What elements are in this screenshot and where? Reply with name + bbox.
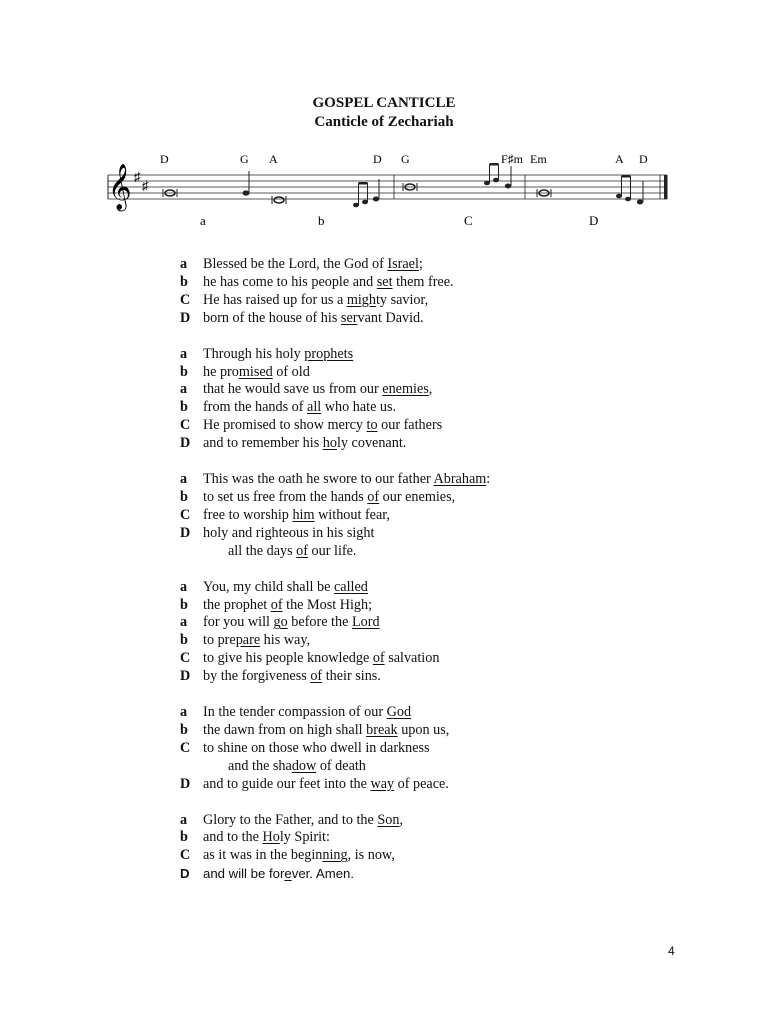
verse-line: D born of the house of his servant David. bbox=[180, 309, 424, 326]
verse-key: b bbox=[180, 488, 188, 505]
verse-line: a Through his holy prophets bbox=[180, 345, 354, 362]
stressed-syllable: of bbox=[270, 596, 283, 613]
stressed-syllable: of bbox=[372, 650, 385, 667]
stressed-syllable: prophets bbox=[304, 345, 354, 362]
verse-key: D bbox=[180, 435, 191, 452]
page-title: GOSPEL CANTICLE bbox=[312, 95, 456, 111]
verse-line: b he promised of old bbox=[180, 363, 310, 380]
stressed-syllable: set bbox=[376, 273, 393, 290]
sharp-icon: ♯ bbox=[134, 169, 141, 184]
stanza bbox=[180, 812, 700, 884]
chord-symbol: D bbox=[373, 152, 382, 166]
verse-line: a In the tender compassion of our God bbox=[180, 704, 412, 721]
verse-line: b the dawn from on high shall break upon us, bbox=[180, 721, 450, 738]
verse-key: C bbox=[180, 417, 191, 434]
stressed-syllable: ser bbox=[340, 309, 358, 326]
stressed-syllable: called bbox=[333, 578, 368, 595]
chord-symbol: G bbox=[240, 152, 249, 166]
verse-key: C bbox=[180, 650, 191, 667]
verse-key: C bbox=[180, 291, 191, 308]
stressed-syllable: Israel bbox=[387, 256, 419, 272]
canticle-verses bbox=[180, 256, 700, 901]
treble-clef-icon: 𝄞 bbox=[108, 164, 132, 209]
verse-line: a for you will go before the Lord bbox=[180, 614, 380, 631]
verse-key: a bbox=[180, 704, 188, 721]
stressed-syllable: to bbox=[366, 417, 378, 434]
verse-line: b he has come to his people and set them free. bbox=[180, 273, 454, 290]
stressed-syllable: enemies bbox=[382, 381, 429, 398]
verse-key: D bbox=[180, 309, 191, 326]
verse-key: D bbox=[180, 775, 191, 792]
page-subtitle: Canticle of Zechariah bbox=[314, 114, 454, 130]
verse-key: b bbox=[180, 399, 188, 416]
verse-line: D and to guide our feet into the way of peace. bbox=[180, 775, 449, 792]
stanza bbox=[180, 579, 700, 686]
verse-line: a Glory to the Father, and to the Son, bbox=[180, 811, 403, 828]
eighth-notes-icon bbox=[484, 163, 511, 189]
verse-line: D and will be forever. Amen. bbox=[180, 866, 355, 882]
stressed-syllable: Abraham bbox=[433, 471, 487, 488]
stressed-syllable: of bbox=[310, 668, 323, 685]
verse-key: a bbox=[180, 381, 188, 398]
verse-line: D and to remember his holy covenant. bbox=[180, 435, 407, 452]
verse-line: b the prophet of the Most High; bbox=[180, 596, 373, 613]
section-label: D bbox=[589, 213, 599, 228]
stanza bbox=[180, 471, 700, 561]
stressed-syllable: pare bbox=[235, 632, 261, 649]
stressed-syllable: ho bbox=[322, 435, 337, 452]
verse-line: a You, my child shall be called bbox=[180, 578, 368, 595]
verse-line: C He has raised up for us a mighty savior, bbox=[180, 291, 429, 308]
stressed-syllable: God bbox=[386, 704, 412, 721]
sharp-icon: ♯ bbox=[142, 178, 149, 193]
chord-symbol: F♯m bbox=[501, 152, 524, 166]
stressed-syllable: go bbox=[273, 614, 288, 631]
verse-line: b to prepare his way, bbox=[180, 632, 311, 649]
verse-key: b bbox=[180, 273, 188, 290]
stanza bbox=[180, 256, 700, 328]
stressed-syllable: way bbox=[370, 775, 395, 792]
verse-line: a that he would save us from our enemies, bbox=[180, 381, 433, 398]
page-number: 4 bbox=[668, 944, 675, 958]
verse-line: b from the hands of all who hate us. bbox=[180, 399, 397, 416]
stressed-syllable: break bbox=[366, 721, 398, 738]
verse-key: a bbox=[180, 811, 188, 828]
stressed-syllable: ning bbox=[322, 847, 348, 864]
verse-line: C to give his people knowledge of salvation bbox=[180, 650, 440, 667]
stressed-syllable: e bbox=[284, 866, 292, 882]
chord-symbol: G bbox=[401, 152, 410, 166]
verse-key: a bbox=[180, 471, 188, 488]
verse-key: b bbox=[180, 721, 188, 738]
verse-key: D bbox=[180, 866, 190, 882]
breve-note-icon bbox=[272, 196, 286, 204]
verse-line: a This was the oath he swore to our father Abraham: bbox=[180, 471, 491, 488]
verse-key: b bbox=[180, 363, 188, 380]
verse-key: C bbox=[180, 506, 191, 523]
verse-line: D holy and righteous in his sight bbox=[180, 524, 375, 541]
stressed-syllable: him bbox=[292, 506, 315, 523]
verse-key: a bbox=[180, 345, 188, 362]
verse-line: b to set us free from the hands of our enemies, bbox=[180, 488, 456, 505]
verse-line: C to shine on those who dwell in darkness bbox=[180, 739, 430, 756]
stressed-syllable: mised bbox=[238, 363, 273, 380]
verse-key: D bbox=[180, 668, 191, 685]
stressed-syllable: Ho bbox=[262, 829, 280, 846]
chord-symbol: Em bbox=[530, 152, 547, 166]
verse-key: a bbox=[180, 578, 188, 595]
stressed-syllable: Son bbox=[377, 811, 400, 828]
verse-key: C bbox=[180, 847, 191, 864]
stressed-syllable: of bbox=[367, 488, 380, 505]
verse-key: b bbox=[180, 829, 188, 846]
verse-key: a bbox=[180, 256, 188, 272]
stressed-syllable: all bbox=[307, 399, 322, 416]
eighth-notes-icon bbox=[616, 175, 643, 205]
verse-line: D by the forgiveness of their sins. bbox=[180, 668, 381, 685]
section-label: a bbox=[200, 213, 206, 228]
stanza bbox=[180, 346, 700, 453]
verse-line: C as it was in the beginning, is now, bbox=[180, 847, 395, 864]
verse-key: b bbox=[180, 632, 188, 649]
verse-line: all the days of our life. bbox=[228, 542, 357, 559]
verse-line: and the shadow of death bbox=[228, 757, 366, 774]
verse-key: b bbox=[180, 596, 188, 613]
stressed-syllable: Lord bbox=[351, 614, 380, 631]
verse-line: b and to the Holy Spirit: bbox=[180, 829, 330, 846]
music-staff bbox=[100, 148, 690, 232]
verse-key: a bbox=[180, 614, 188, 631]
chord-symbol: D bbox=[639, 152, 648, 166]
verse-line: a Blessed be the Lord, the God of Israel; bbox=[180, 256, 423, 272]
verse-line: C free to worship him without fear, bbox=[180, 506, 390, 523]
stressed-syllable: of bbox=[296, 542, 308, 559]
stressed-syllable: dow bbox=[291, 757, 317, 774]
verse-key: C bbox=[180, 739, 191, 756]
stanza bbox=[180, 704, 700, 794]
section-label: C bbox=[464, 213, 473, 228]
verse-line: C He promised to show mercy to our fathers bbox=[180, 417, 443, 434]
chord-symbol: A bbox=[615, 152, 624, 166]
stressed-syllable: migh bbox=[346, 291, 376, 308]
section-label: b bbox=[318, 213, 325, 228]
chord-symbol: A bbox=[269, 152, 278, 166]
chord-symbol: D bbox=[160, 152, 169, 166]
verse-key: D bbox=[180, 524, 191, 541]
